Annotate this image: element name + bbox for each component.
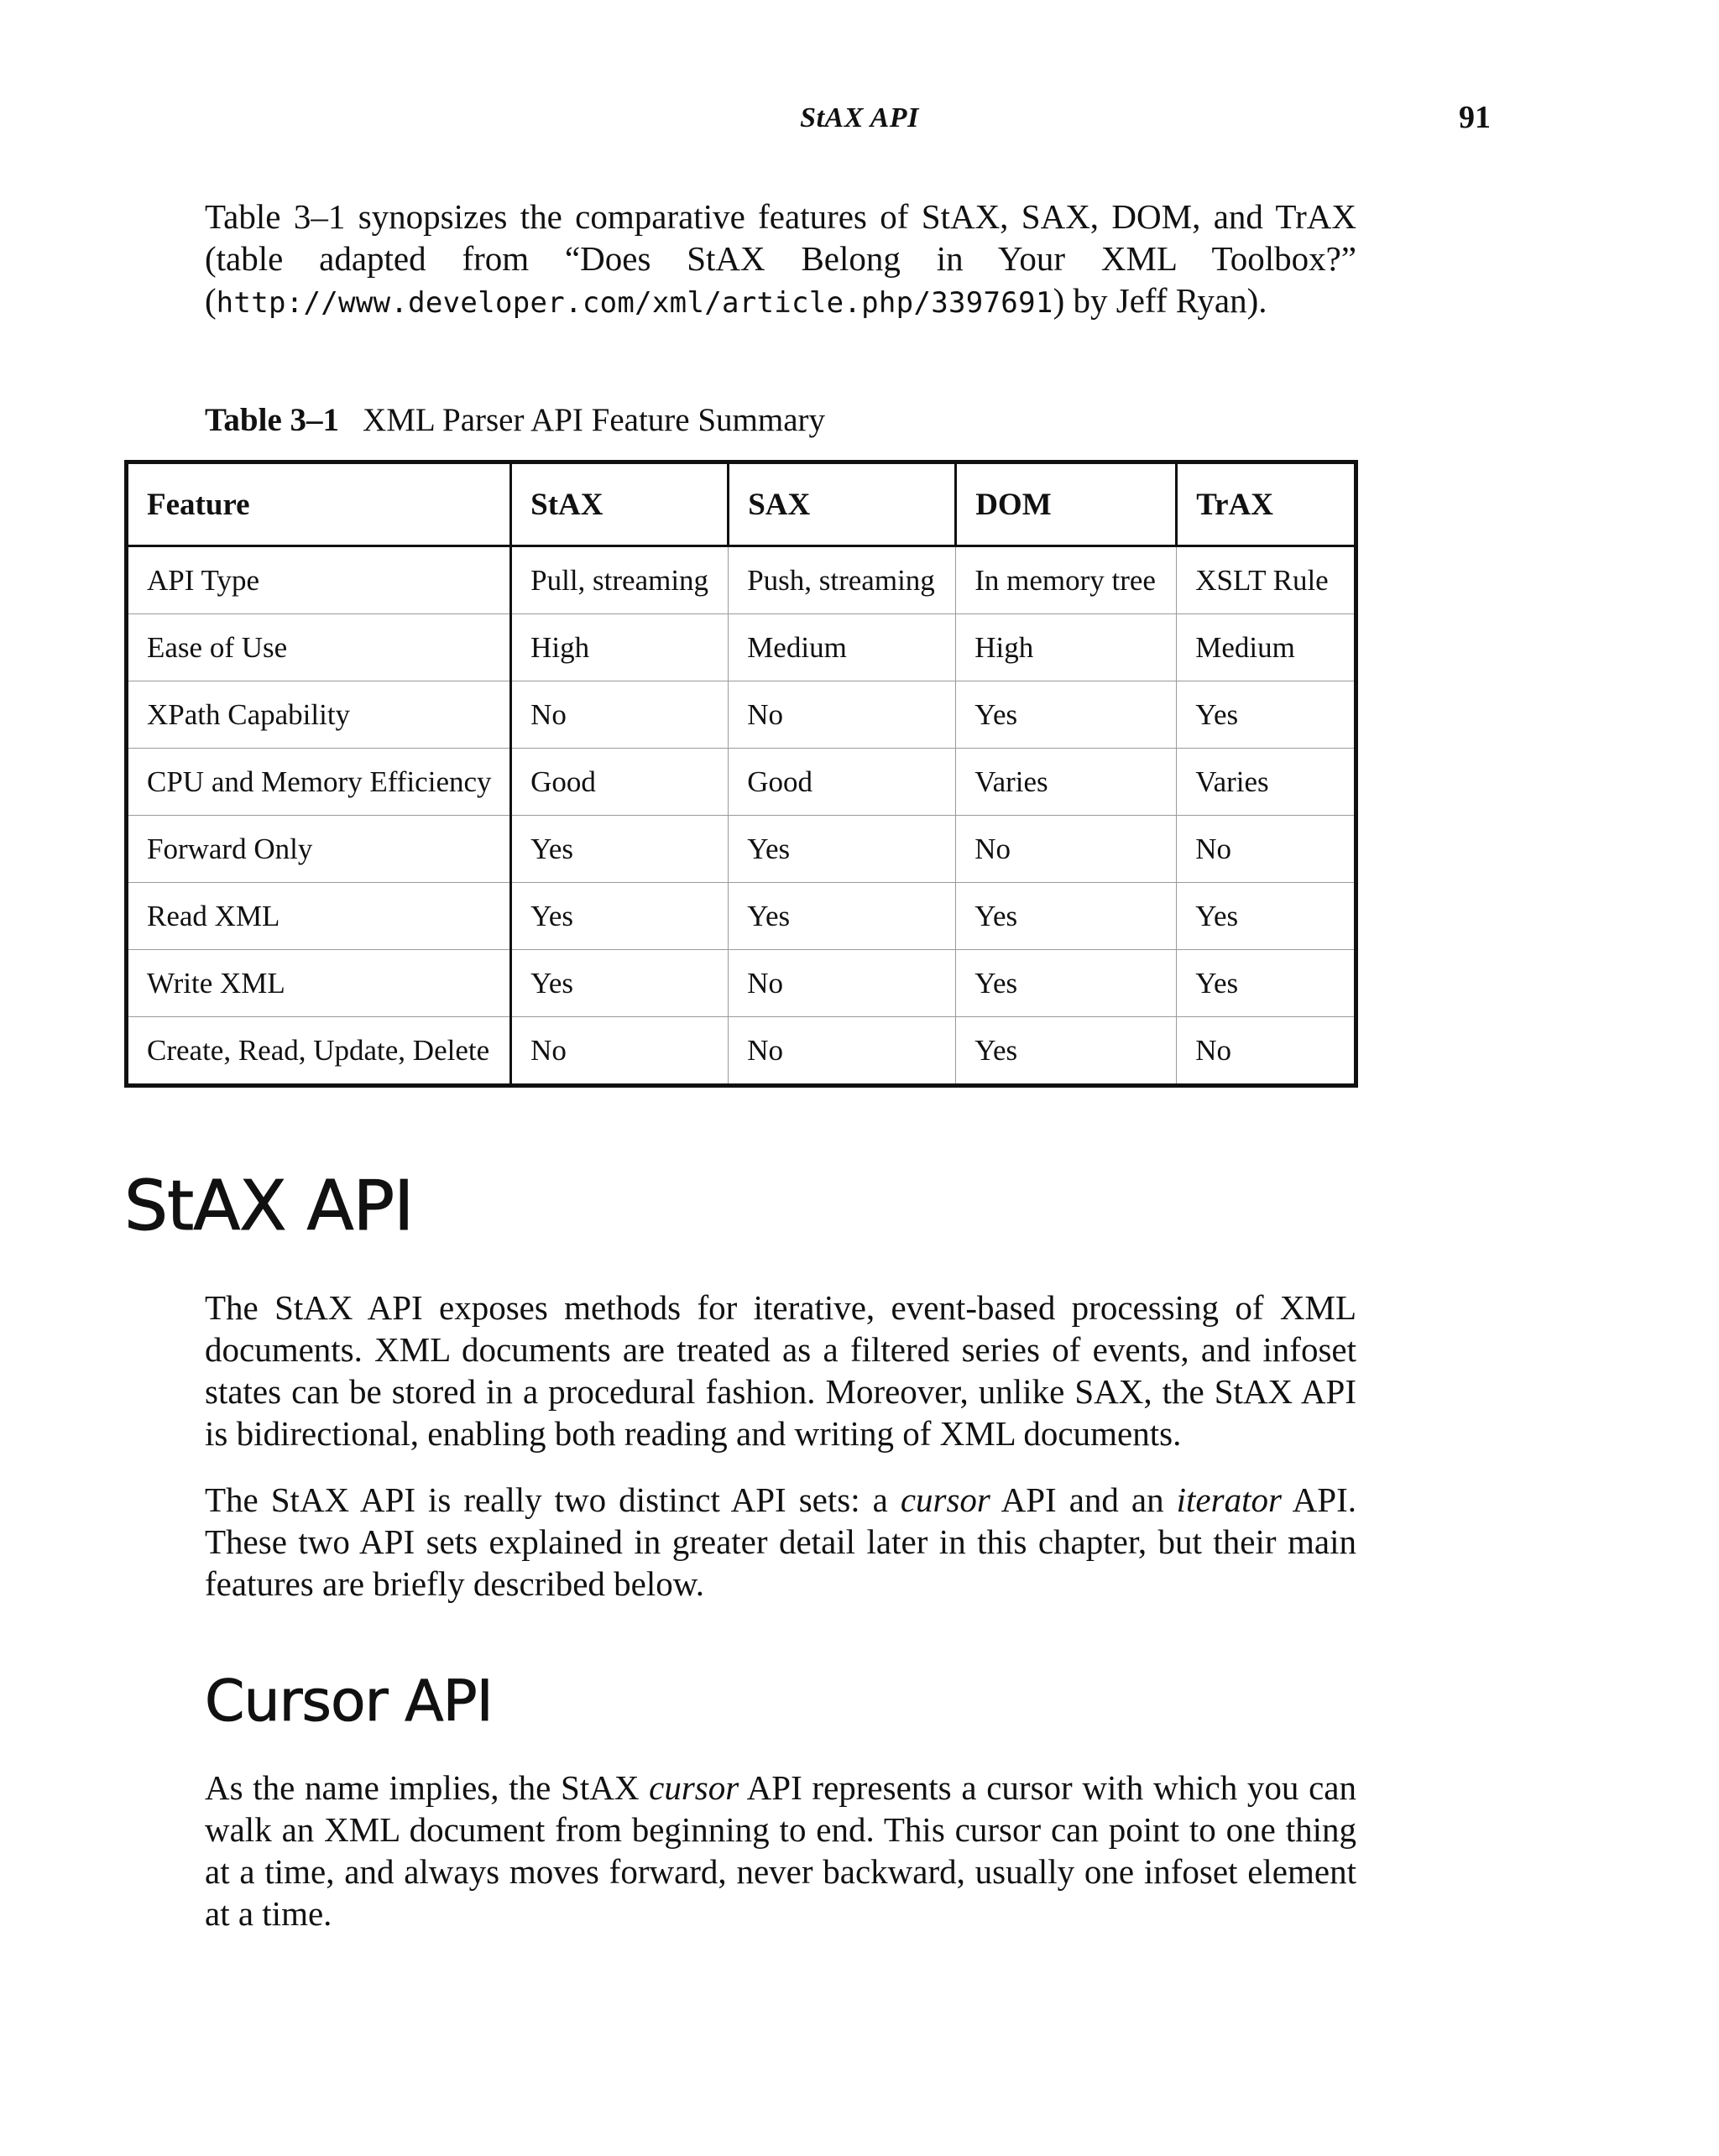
dom-cell: Yes <box>956 1017 1177 1086</box>
sax-cell: No <box>729 681 956 749</box>
section-heading-cursor-api: Cursor API <box>205 1668 493 1735</box>
stax-cell: Yes <box>511 883 729 950</box>
table-row <box>127 816 1356 883</box>
stax-cell: Yes <box>511 816 729 883</box>
sax-cell: Good <box>729 749 956 816</box>
table-caption-number: Table 3–1 <box>205 402 340 438</box>
stax-paragraph-1: The StAX API exposes methods for iterative, event-based processing of XML documents. XML documents are treated as a filtered series of events, and infoset states can be stored in a procedural fashion. Moreover, unlike SAX, the StAX API is bidirectional, enabling both reading and writing of XML documents. <box>205 1288 1356 1453</box>
cursor-term: cursor <box>900 1480 990 1519</box>
stax-cell: High <box>511 614 729 681</box>
running-head <box>0 99 1719 143</box>
column-header-trax: TrAX <box>1177 462 1356 546</box>
dom-cell: Yes <box>956 681 1177 749</box>
sax-cell: Yes <box>729 883 956 950</box>
sax-cell: Medium <box>729 614 956 681</box>
section-heading-stax-api: StAX API <box>124 1167 414 1246</box>
trax-cell: No <box>1177 816 1356 883</box>
table-row <box>127 614 1356 681</box>
column-header-sax: SAX <box>729 462 956 546</box>
stax-cell: No <box>511 681 729 749</box>
table-row <box>127 546 1356 614</box>
stax-p2-text-1: The StAX API is really two distinct API sets: a <box>205 1480 901 1519</box>
table-caption <box>205 401 825 439</box>
dom-cell: Yes <box>956 883 1177 950</box>
trax-cell: Medium <box>1177 614 1356 681</box>
trax-cell: Yes <box>1177 950 1356 1017</box>
sax-cell: Push, streaming <box>729 546 956 614</box>
table-row <box>127 749 1356 816</box>
cursor-term: cursor <box>649 1768 739 1807</box>
sax-cell: Yes <box>729 816 956 883</box>
feature-cell: Ease of Use <box>127 614 511 681</box>
feature-summary-table <box>124 460 1358 1088</box>
stax-p2-text-3: API. These two API sets explained in greater detail later in this chapter, but their main features are briefly described below. <box>205 1480 1356 1603</box>
table-caption-title: XML Parser API Feature Summary <box>363 402 826 438</box>
table-row <box>127 1017 1356 1086</box>
intro-paragraph <box>205 196 1356 324</box>
dom-cell: Yes <box>956 950 1177 1017</box>
table-row <box>127 950 1356 1017</box>
dom-cell: No <box>956 816 1177 883</box>
trax-cell: Yes <box>1177 883 1356 950</box>
feature-cell: Write XML <box>127 950 511 1017</box>
feature-cell: Forward Only <box>127 816 511 883</box>
stax-cell: Good <box>511 749 729 816</box>
intro-text-start: Table 3–1 synopsizes the comparative features of StAX, SAX, DOM, and TrAX (table adapted from “Does StAX Belong in Your XML Toolbox?” ( <box>205 197 1356 320</box>
dom-cell: Varies <box>956 749 1177 816</box>
stax-cell: Pull, streaming <box>511 546 729 614</box>
page-number: 91 <box>1459 100 1491 135</box>
sax-cell: No <box>729 1017 956 1086</box>
stax-cell: No <box>511 1017 729 1086</box>
dom-cell: High <box>956 614 1177 681</box>
feature-cell: API Type <box>127 546 511 614</box>
sax-cell: No <box>729 950 956 1017</box>
feature-cell: Create, Read, Update, Delete <box>127 1017 511 1086</box>
stax-p2-text-2: API and an <box>990 1480 1177 1519</box>
trax-cell: Yes <box>1177 681 1356 749</box>
cursor-p1-text-1: As the name implies, the StAX <box>205 1768 650 1807</box>
column-header-dom: DOM <box>956 462 1177 546</box>
stax-paragraph-2 <box>205 1479 1356 1605</box>
trax-cell: Varies <box>1177 749 1356 816</box>
table-header-row <box>127 462 1356 546</box>
trax-cell: XSLT Rule <box>1195 563 1329 597</box>
dom-cell: In memory tree <box>956 546 1177 614</box>
table-row <box>127 681 1356 749</box>
stax-cell: Yes <box>511 950 729 1017</box>
column-header-feature: Feature <box>127 462 511 546</box>
feature-cell: Read XML <box>127 883 511 950</box>
feature-cell: XPath Capability <box>127 681 511 749</box>
feature-cell: CPU and Memory Efficiency <box>127 749 511 816</box>
cursor-paragraph-1 <box>205 1767 1356 1934</box>
intro-text-end: ) by Jeff Ryan). <box>1053 281 1267 320</box>
iterator-term: iterator <box>1176 1480 1282 1519</box>
cursor-p1-text-2: API represents a cursor with which you can walk an XML document from beginning to end. This cursor can point to one thing at a time, and always moves forward, never backward, usually one infoset element at a time. <box>205 1768 1356 1933</box>
column-header-stax: StAX <box>511 462 729 546</box>
running-title: StAX API <box>800 102 919 133</box>
table-row <box>127 883 1356 950</box>
article-url[interactable]: http://www.developer.com/xml/article.php/3397691 <box>216 286 1053 320</box>
trax-cell: No <box>1177 1017 1356 1086</box>
